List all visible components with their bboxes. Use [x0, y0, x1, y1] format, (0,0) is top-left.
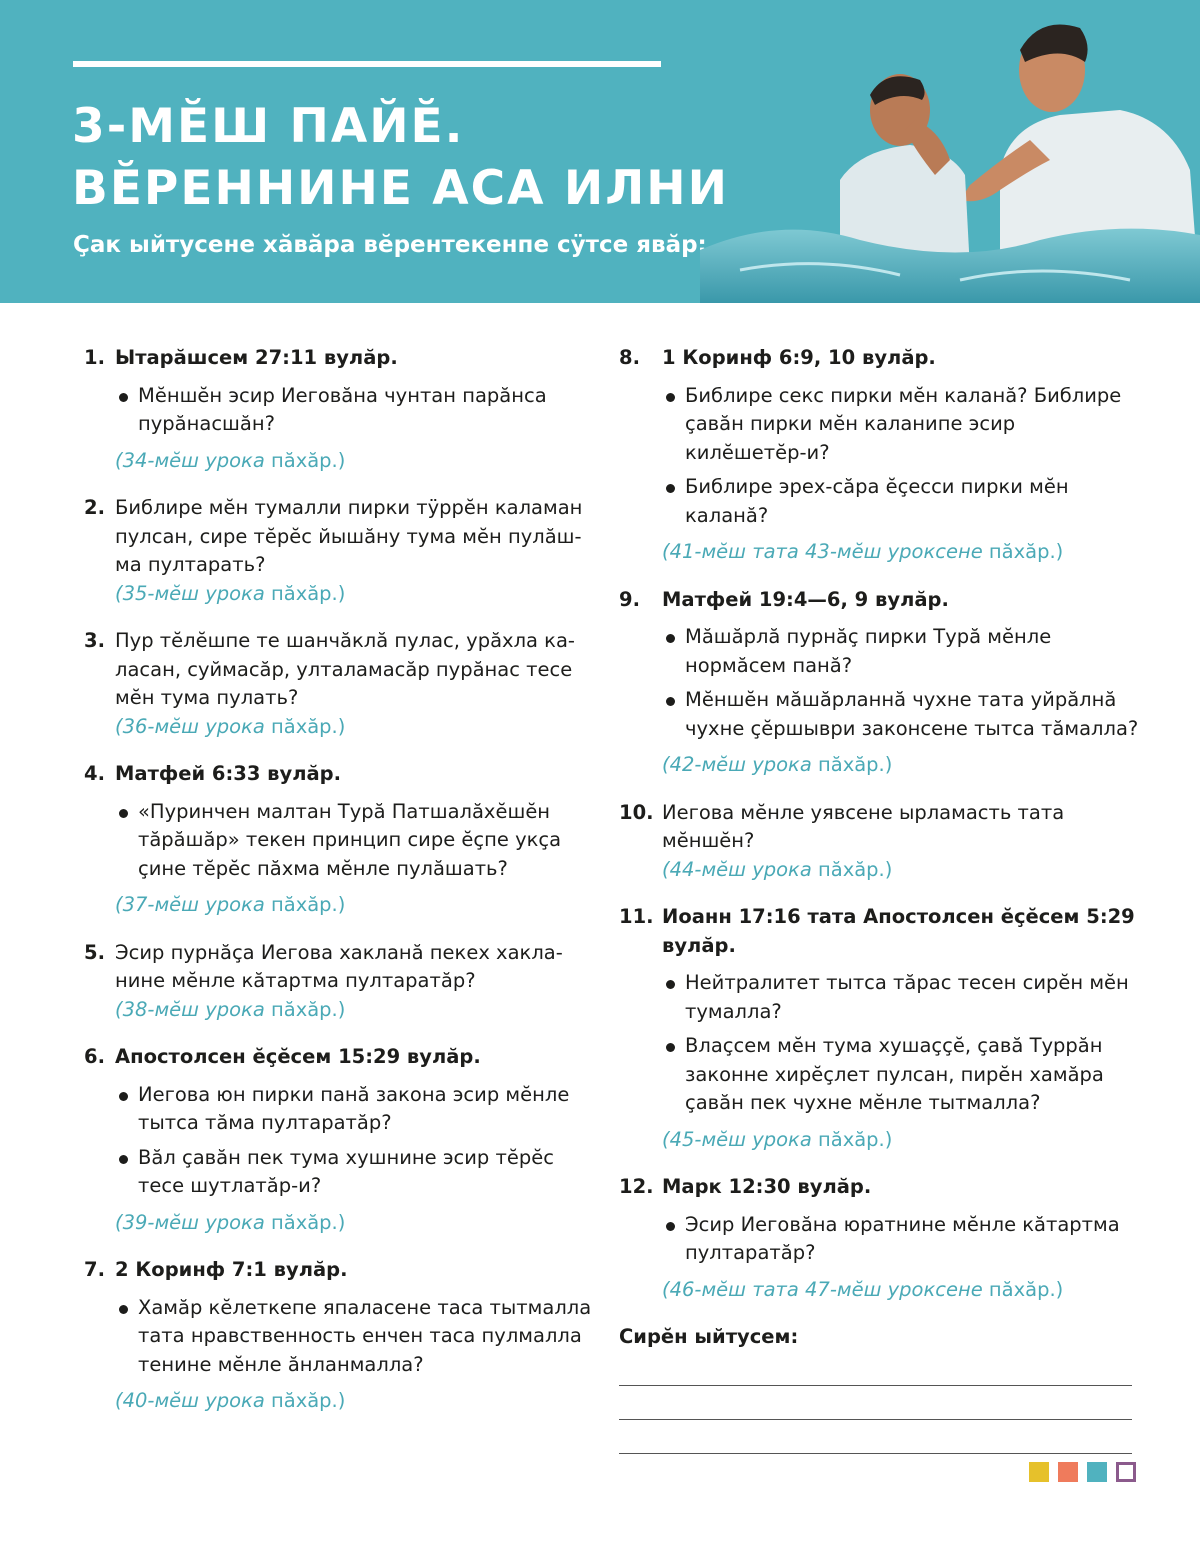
lesson-reference-tail: пăхăр.): [264, 581, 346, 605]
question-number: 10.: [619, 800, 654, 824]
bullet-list: [662, 382, 1139, 531]
bullet-question: Мĕншĕн эсир Иеговăна чунтан парăнса пурăнасшăн?: [115, 382, 594, 439]
right-column: [619, 344, 1139, 1454]
question-number: 1.: [84, 346, 105, 369]
question-number: 7.: [84, 1258, 105, 1281]
question-item: [619, 344, 1139, 567]
question-item: [84, 1256, 594, 1416]
bullet-list: [662, 1211, 1139, 1268]
square-yellow: [1029, 1462, 1049, 1482]
header-banner: [0, 0, 1200, 303]
question-number: 2.: [84, 496, 105, 519]
lesson-reference: [662, 1276, 1139, 1305]
answer-line[interactable]: [619, 1419, 1132, 1420]
lesson-reference-tail: пăхăр.): [982, 1277, 1064, 1301]
question-number: 6.: [84, 1045, 105, 1068]
question-item: [84, 627, 594, 741]
lesson-reference-lessons: (39-мĕш урока: [115, 1210, 265, 1234]
square-outline: [1116, 1462, 1136, 1482]
scripture-reading: Марк 12:30 вулăр.: [662, 1175, 872, 1198]
bullet-question: Влаçсем мĕн тума хушаççĕ, çавă Туррăн законне хирĕçлет пулсан, пирĕн хамăра çавăн пек чухне мĕнле тытмалла?: [662, 1032, 1139, 1118]
lesson-reference-lessons: (34-мĕш урока: [115, 448, 265, 472]
bullet-question: Мăшăрлă пурнăç пирки Турă мĕнле нормăсем панă?: [662, 623, 1139, 680]
lesson-reference: [662, 856, 1139, 885]
scripture-reading: Иоанн 17:16 тата Апостолсен ĕçĕсем 5:29 вулăр.: [662, 905, 1135, 957]
scripture-reading: Апостолсен ĕçĕсем 15:29 вулăр.: [115, 1045, 481, 1068]
lesson-reference-tail: пăхăр.): [264, 714, 346, 738]
lesson-reference-lessons: (44-мĕш урока: [662, 857, 812, 881]
lesson-reference-lessons: (46-мĕш тата 47-мĕш уроксене: [662, 1277, 983, 1301]
question-text: Иегова мĕнле уявсене ырламасть тата мĕншĕн?: [662, 800, 1065, 852]
lesson-reference-lessons: (41-мĕш тата 43-мĕш уроксене: [662, 540, 983, 563]
bullet-list: [115, 798, 594, 884]
left-column: [84, 344, 594, 1435]
scripture-reading: 2 Коринф 7:1 вулăр.: [115, 1258, 348, 1281]
question-text: Библире мĕн тумалли пирки тÿррĕн каламан пулсан, сире тĕрĕс йышăну тума мĕн пулăшма пултарать?: [115, 496, 583, 576]
lesson-reference-tail: пăхăр.): [811, 753, 893, 776]
page-subtitle: Çак ыйтусене хăвăра вĕрентекенпе сÿтсе явăр:: [73, 232, 707, 258]
bullet-question: Библире секс пирки мĕн каланă? Библире çавăн пирки мĕн каланипе эсир килĕшетĕр-и?: [662, 382, 1139, 468]
lesson-reference: [115, 580, 594, 609]
answer-line[interactable]: [619, 1385, 1132, 1386]
bullet-question: Мĕншĕн мăшăрланнă чухне тата уйрăлнă чухне çĕршыври законсене тытса тăмалла?: [662, 686, 1139, 743]
lesson-reference-tail: пăхăр.): [982, 540, 1064, 563]
baptism-illustration: [700, 0, 1200, 303]
lesson-reference: [115, 891, 594, 920]
question-number: 11.: [619, 905, 654, 928]
title-line-1: 3-МĔШ ПАЙĔ.: [72, 99, 465, 154]
lesson-reference-lessons: (35-мĕш урока: [115, 581, 265, 605]
page-title: [72, 96, 729, 220]
lesson-reference-lessons: (42-мĕш урока: [662, 753, 812, 776]
scripture-reading: Ытарăшсем 27:11 вулăр.: [115, 346, 398, 369]
bullet-list: [115, 1294, 594, 1380]
question-item: [619, 903, 1139, 1154]
title-line-2: ВĔРЕННИНЕ АСА ИЛНИ: [72, 161, 729, 216]
lesson-reference-tail: пăхăр.): [264, 997, 346, 1021]
question-number: 5.: [84, 940, 105, 964]
color-squares: [1029, 1462, 1136, 1482]
bullet-question: Хамăр кĕлеткепе япаласене таса тытмалла тата нравственность енчен таса пулмалла тенине мĕнле ăнланмалла?: [115, 1294, 594, 1380]
lesson-reference: [115, 1209, 594, 1238]
lesson-reference-lessons: (38-мĕш урока: [115, 997, 265, 1021]
lesson-reference: [662, 1126, 1139, 1155]
question-number: 8.: [619, 346, 640, 369]
scripture-reading: 1 Коринф 6:9, 10 вулăр.: [662, 346, 936, 369]
square-teal: [1087, 1462, 1107, 1482]
bullet-question: Иегова юн пирки панă закона эсир мĕнле тытса тăма пултаратăр?: [115, 1081, 594, 1138]
bullet-list: [662, 969, 1139, 1118]
lesson-reference: [115, 447, 594, 476]
square-orange: [1058, 1462, 1078, 1482]
lesson-reference: [115, 996, 594, 1025]
bullet-question: Вăл çавăн пек тума хушнине эсир тĕрĕс тесе шутлатăр-и?: [115, 1144, 594, 1201]
lesson-reference: [662, 751, 1139, 780]
question-item: [84, 939, 594, 1025]
lesson-reference: [115, 1387, 594, 1416]
answer-line[interactable]: [619, 1453, 1132, 1454]
lesson-reference-tail: пăхăр.): [264, 1210, 346, 1234]
lesson-reference-tail: пăхăр.): [264, 1389, 346, 1412]
question-item: [84, 760, 594, 920]
bullet-question: Эсир Иеговăна юратнине мĕнле кăтартма пултаратăр?: [662, 1211, 1139, 1268]
lesson-reference-lessons: (45-мĕш урока: [662, 1127, 812, 1151]
lesson-reference-lessons: (37-мĕш урока: [115, 893, 265, 916]
lesson-reference: [662, 538, 1139, 567]
scripture-reading: Матфей 6:33 вулăр.: [115, 762, 342, 785]
question-number: 9.: [619, 587, 640, 611]
question-number: 3.: [84, 629, 105, 652]
lesson-reference-lessons: (40-мĕш урока: [115, 1389, 265, 1412]
question-item: [84, 1043, 594, 1237]
question-number: 4.: [84, 762, 105, 785]
bullet-question: «Пуринчен малтан Турă Патшалăхĕшĕн тăрăшăр» текен принцип сире ĕçпе укçа çине тĕрĕс пăхма мĕнле пулăшать?: [115, 798, 594, 884]
bullet-question: Нейтралитет тытса тăрас тесен сирĕн мĕн тумалла?: [662, 969, 1139, 1026]
question-text: Пур тĕлĕшпе те шанчăклă пулас, урăхла каласан, суймасăр, улталамасăр пурăнас тесе мĕн тума пулать?: [115, 629, 575, 709]
your-questions-label: Сирĕн ыйтусем:: [619, 1325, 799, 1348]
bullet-list: [662, 623, 1139, 743]
question-item: [619, 799, 1139, 885]
lesson-reference-lessons: (36-мĕш урока: [115, 714, 265, 738]
question-item: [84, 494, 594, 608]
question-number: 12.: [619, 1175, 654, 1198]
lesson-reference-tail: пăхăр.): [811, 857, 893, 881]
bullet-list: [115, 382, 594, 439]
lesson-reference-tail: пăхăр.): [264, 893, 346, 916]
question-text: Эсир пурнăçа Иегова хакланă пекех хакланине мĕнле кăтартма пултаратăр?: [115, 940, 563, 992]
scripture-reading: Матфей 19:4—6, 9 вулăр.: [662, 587, 949, 611]
question-item: [84, 344, 594, 475]
header-rule: [73, 61, 661, 67]
question-item: [619, 1173, 1139, 1304]
bullet-list: [115, 1081, 594, 1201]
lesson-reference: [115, 713, 594, 742]
bullet-question: Библире эрех-сăра ĕçесси пирки мĕн каланă?: [662, 473, 1139, 530]
lesson-reference-tail: пăхăр.): [264, 448, 346, 472]
lesson-reference-tail: пăхăр.): [811, 1127, 893, 1151]
question-item: [619, 586, 1139, 780]
